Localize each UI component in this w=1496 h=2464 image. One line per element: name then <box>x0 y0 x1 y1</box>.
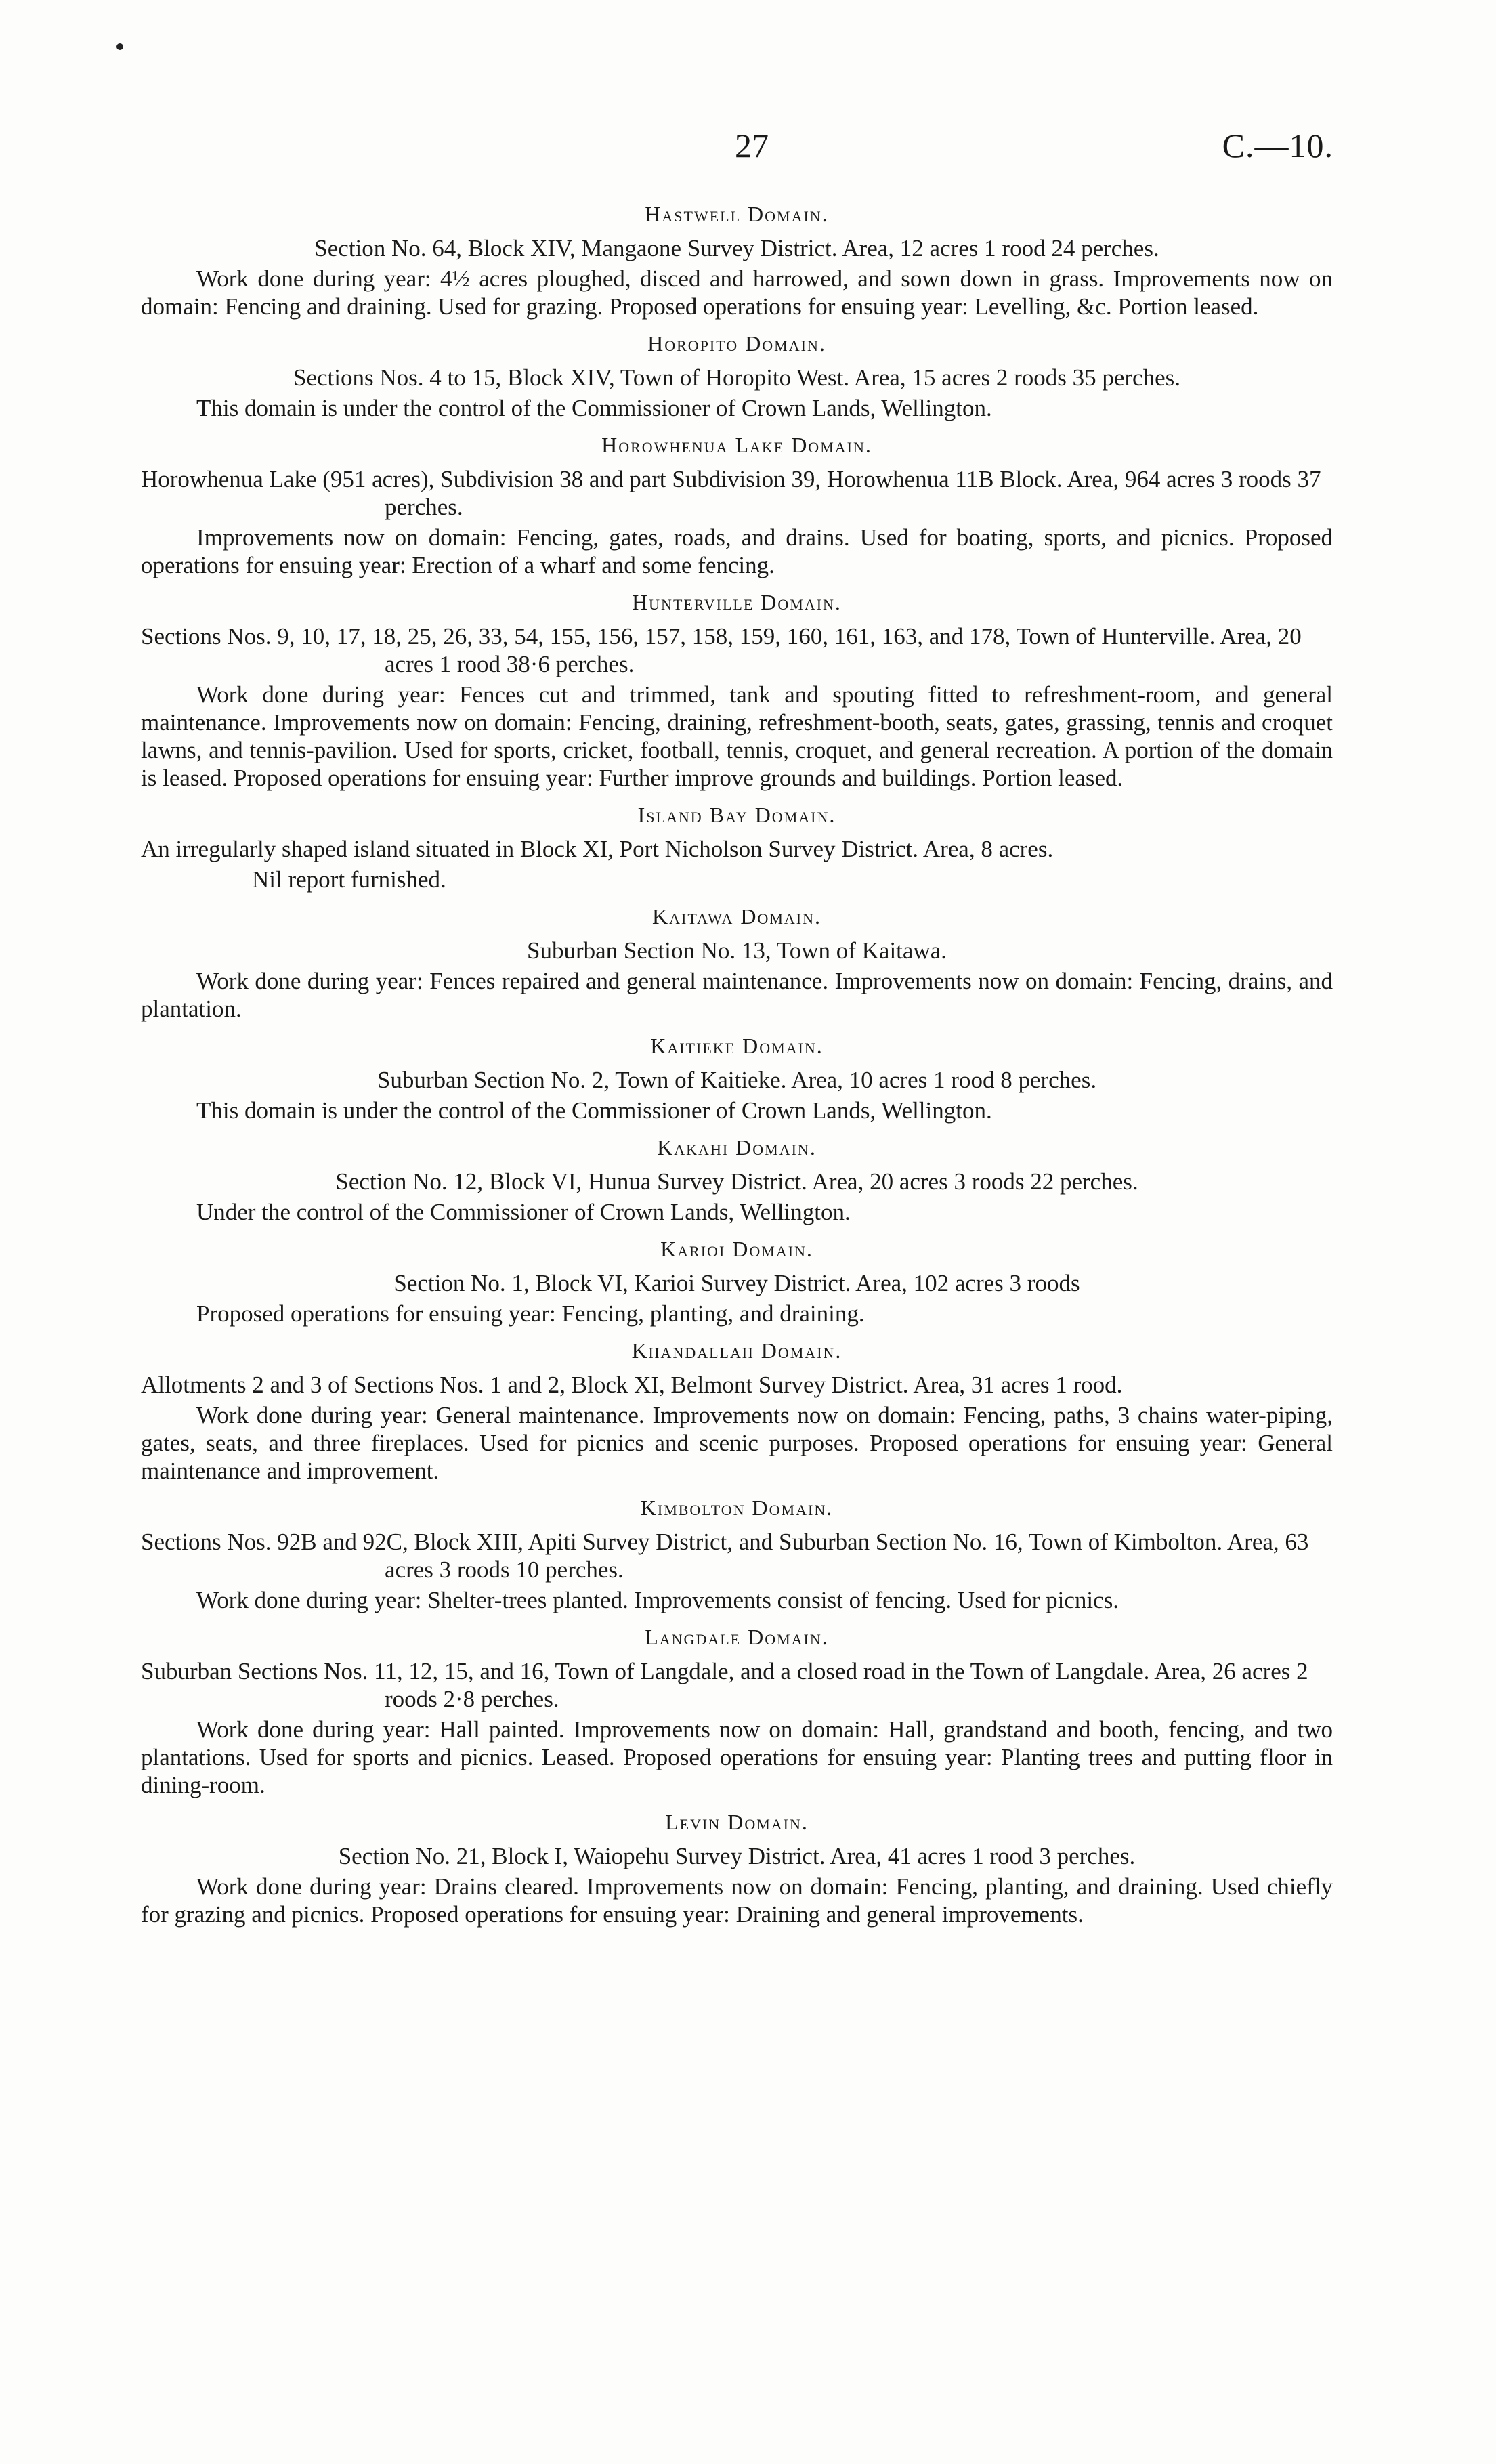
domain-title: Levin Domain. <box>665 1810 809 1834</box>
domain-title: Hastwell Domain. <box>645 202 829 226</box>
domain-location: An irregularly shaped island situated in Block XI, Port Nicholson Survey District. Area, 8 acres. <box>141 836 1054 862</box>
domain-location: Section No. 12, Block VI, Hunua Survey District. Area, 20 acres 3 roods 22 perches. <box>335 1168 1138 1195</box>
page-body <box>141 191 1333 1935</box>
domain-title: Horopito Domain. <box>647 331 826 356</box>
domain-title: Khandallah Domain. <box>631 1338 842 1363</box>
domain-report: Nil report furnished. <box>252 866 446 893</box>
domain-report: Work done during year: Hall painted. Improvements now on domain: Hall, grandstand and booth, fencing, and two plantations. Used for sports and picnics. Leased. Proposed operations for ensuing year: Planting trees and putting floor in dining-room. <box>141 1716 1333 1798</box>
domain-report: This domain is under the control of the Commissioner of Crown Lands, Wellington. <box>196 395 992 421</box>
domain-location: Suburban Sections Nos. 11, 12, 15, and 16, Town of Langdale, and a closed road in the Town of Langdale. Area, 26 acres 2 roods 2·8 perches. <box>141 1658 1308 1712</box>
domain-report: Work done during year: 4½ acres ploughed, disced and harrowed, and sown down in grass. Improvements now on domain: Fencing and draining. Used for grazing. Proposed operations for ensuing year: Levelling, &c. Portion leased. <box>141 265 1333 320</box>
domain-entry <box>141 1623 1333 1799</box>
domain-location: Allotments 2 and 3 of Sections Nos. 1 and 2, Block XI, Belmont Survey District. Area, 31 acres 1 rood. <box>141 1372 1123 1398</box>
domain-report: Work done during year: General maintenance. Improvements now on domain: Fencing, paths, 3 chains water-piping, gates, seats, and three fireplaces. Used for picnics and scenic purposes. Proposed operations for ensuing year: General maintenance and improvement. <box>141 1402 1333 1484</box>
domain-entry <box>141 1337 1333 1485</box>
domain-title: Kimbolton Domain. <box>640 1495 834 1520</box>
domain-location: Horowhenua Lake (951 acres), Subdivision 38 and part Subdivision 39, Horowhenua 11B Block. Area, 964 acres 3 roods 37 perches. <box>141 466 1321 520</box>
domain-location: Section No. 1, Block VI, Karioi Survey District. Area, 102 acres 3 roods <box>393 1270 1080 1296</box>
domain-location: Section No. 64, Block XIV, Mangaone Survey District. Area, 12 acres 1 rood 24 perches. <box>314 235 1159 261</box>
domain-title: Kaitawa Domain. <box>652 904 821 929</box>
domain-title: Karioi Domain. <box>660 1237 813 1261</box>
domain-report: Improvements now on domain: Fencing, gates, roads, and drains. Used for boating, sports, and picnics. Proposed operations for ensuing year: Erection of a wharf and some fencing. <box>141 524 1333 578</box>
domain-entry <box>141 1494 1333 1614</box>
domain-report: This domain is under the control of the Commissioner of Crown Lands, Wellington. <box>196 1097 992 1124</box>
domain-entry <box>141 1808 1333 1928</box>
domain-report: Work done during year: Fences cut and trimmed, tank and spouting fitted to refreshment-room, and general maintenance. Improvements now on domain: Fencing, draining, refreshment-booth, seats, gates, grassing, tennis and croquet lawns, and tennis-pavilion. Used for sports, cricket, football, tennis, croquet, and general recreation. A portion of the domain is leased. Proposed operations for ensuing year: Further improve grounds and buildings. Portion leased. <box>141 681 1333 791</box>
domain-report: Work done during year: Drains cleared. Improvements now on domain: Fencing, planting, and draining. Used chiefly for grazing and picnics. Proposed operations for ensuing year: Draining and general improvements. <box>141 1873 1333 1928</box>
domain-entry <box>141 903 1333 1023</box>
domain-report: Work done during year: Fences repaired and general maintenance. Improvements now on domain: Fencing, drains, and plantation. <box>141 968 1333 1022</box>
domain-title: Kakahi Domain. <box>657 1135 817 1160</box>
domain-location: Section No. 21, Block I, Waiopehu Survey District. Area, 41 acres 1 rood 3 perches. <box>338 1843 1136 1869</box>
domain-entry <box>141 1235 1333 1327</box>
domain-report: Proposed operations for ensuing year: Fencing, planting, and draining. <box>196 1300 865 1327</box>
domain-title: Hunterville Domain. <box>632 590 842 614</box>
domain-location: Suburban Section No. 13, Town of Kaitawa. <box>526 937 947 964</box>
domain-title: Langdale Domain. <box>645 1625 829 1649</box>
domain-entry <box>141 431 1333 579</box>
domain-title: Horowhenua Lake Domain. <box>601 433 872 457</box>
domain-entry <box>141 589 1333 792</box>
margin-mark <box>116 43 123 50</box>
domain-entry <box>141 1134 1333 1226</box>
domain-report: Work done during year: Shelter-trees planted. Improvements consist of fencing. Used for picnics. <box>196 1587 1119 1613</box>
page-number: 27 <box>735 127 769 165</box>
domain-report: Under the control of the Commissioner of Crown Lands, Wellington. <box>196 1199 851 1225</box>
domain-location: Sections Nos. 9, 10, 17, 18, 25, 26, 33, 54, 155, 156, 157, 158, 159, 160, 161, 163, and 178, Town of Hunterville. Area, 20 acres 1 rood 38·6 perches. <box>141 623 1302 677</box>
domain-title: Island Bay Domain. <box>637 803 836 827</box>
domain-location: Sections Nos. 92B and 92C, Block XIII, Apiti Survey District, and Suburban Section No. 16, Town of Kimbolton. Area, 63 acres 3 roods 10 perches. <box>141 1529 1309 1583</box>
domain-entry <box>141 200 1333 320</box>
domain-title: Kaitieke Domain. <box>650 1034 824 1058</box>
domain-location: Sections Nos. 4 to 15, Block XIV, Town of Horopito West. Area, 15 acres 2 roods 35 perches. <box>293 364 1180 391</box>
document-reference: C.—10. <box>1222 127 1333 165</box>
domain-entry <box>141 330 1333 422</box>
domain-entry <box>141 1032 1333 1124</box>
domain-location: Suburban Section No. 2, Town of Kaitieke. Area, 10 acres 1 rood 8 perches. <box>377 1067 1097 1093</box>
domain-entry <box>141 801 1333 893</box>
